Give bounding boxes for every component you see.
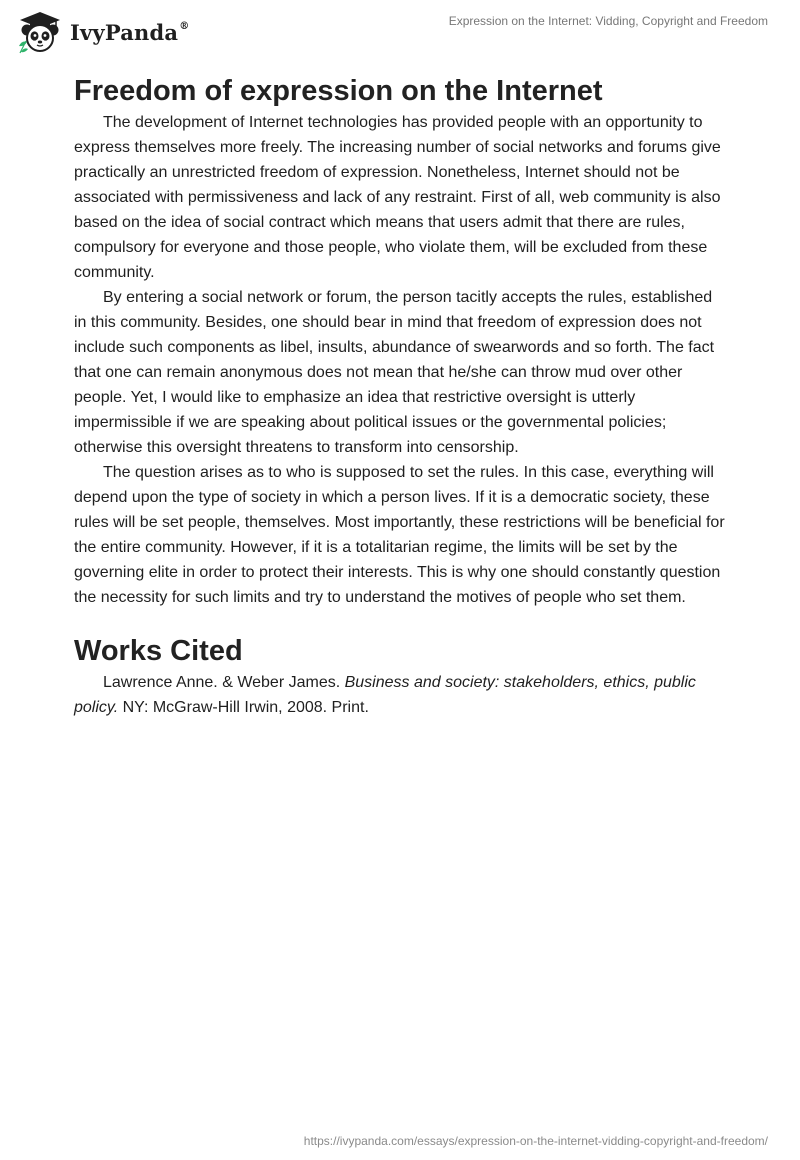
citation-publication: NY: McGraw-Hill Irwin, 2008. Print.: [118, 699, 369, 716]
ivypanda-logo[interactable]: [16, 9, 189, 55]
paragraph-1: The development of Internet technologies has provided people with an opportunity to express themselves more freely. The increasing number of social networks and forums give practically an unrestricted freedom of expression. Nonetheless, Internet should not be associated with permissiveness and lack of any restraint. First of all, web community is also based on the idea of social contract which means that users admit that there are rules, compulsory for everyone and those people, who violate them, will be excluded from these community.: [74, 114, 721, 281]
essay-content: [74, 72, 726, 720]
citation-entry: [74, 670, 726, 720]
works-cited-heading: Works Cited: [74, 635, 243, 667]
panda-graduate-icon: [16, 10, 64, 54]
citation-authors: Lawrence Anne. & Weber James.: [103, 674, 345, 691]
paragraph-2: By entering a social network or forum, the person tacitly accepts the rules, established in this community. Besides, one should bear in mind that freedom of expression does not include such components as libel, insults, abundance of swearwords and so forth. The fact that one can remain anonymous does not mean that he/she can throw mud over other people. Yet, I would like to emphasize an idea that restrictive oversight is utterly impermissible if we are speaking about political issues or the governmental policies; otherwise this oversight threatens to transform into censorship.: [74, 289, 715, 456]
citation-book-title: Business and society: stakeholders, ethics, public policy.: [74, 674, 696, 716]
page-title: Freedom of expression on the Internet: [74, 75, 603, 107]
brand-name: IvyPanda®: [70, 19, 190, 45]
source-url-link[interactable]: https://ivypanda.com/essays/expression-on-the-internet-vidding-copyright-and-freedom/: [303, 1134, 768, 1148]
running-header-title: Expression on the Internet: Vidding, Copyright and Freedom: [448, 14, 768, 28]
paragraph-3: The question arises as to who is supposed to set the rules. In this case, everything will depend upon the type of society in which a person lives. If it is a democratic society, these rules will be set people, themselves. Most importantly, these restrictions will be beneficial for the entire community. However, if it is a totalitarian regime, the limits will be set by the governing elite in order to protect their interests. This is why one should constantly question the necessity for such limits and try to understand the motives of people who set them.: [74, 464, 725, 606]
registered-mark: ®: [179, 20, 190, 32]
